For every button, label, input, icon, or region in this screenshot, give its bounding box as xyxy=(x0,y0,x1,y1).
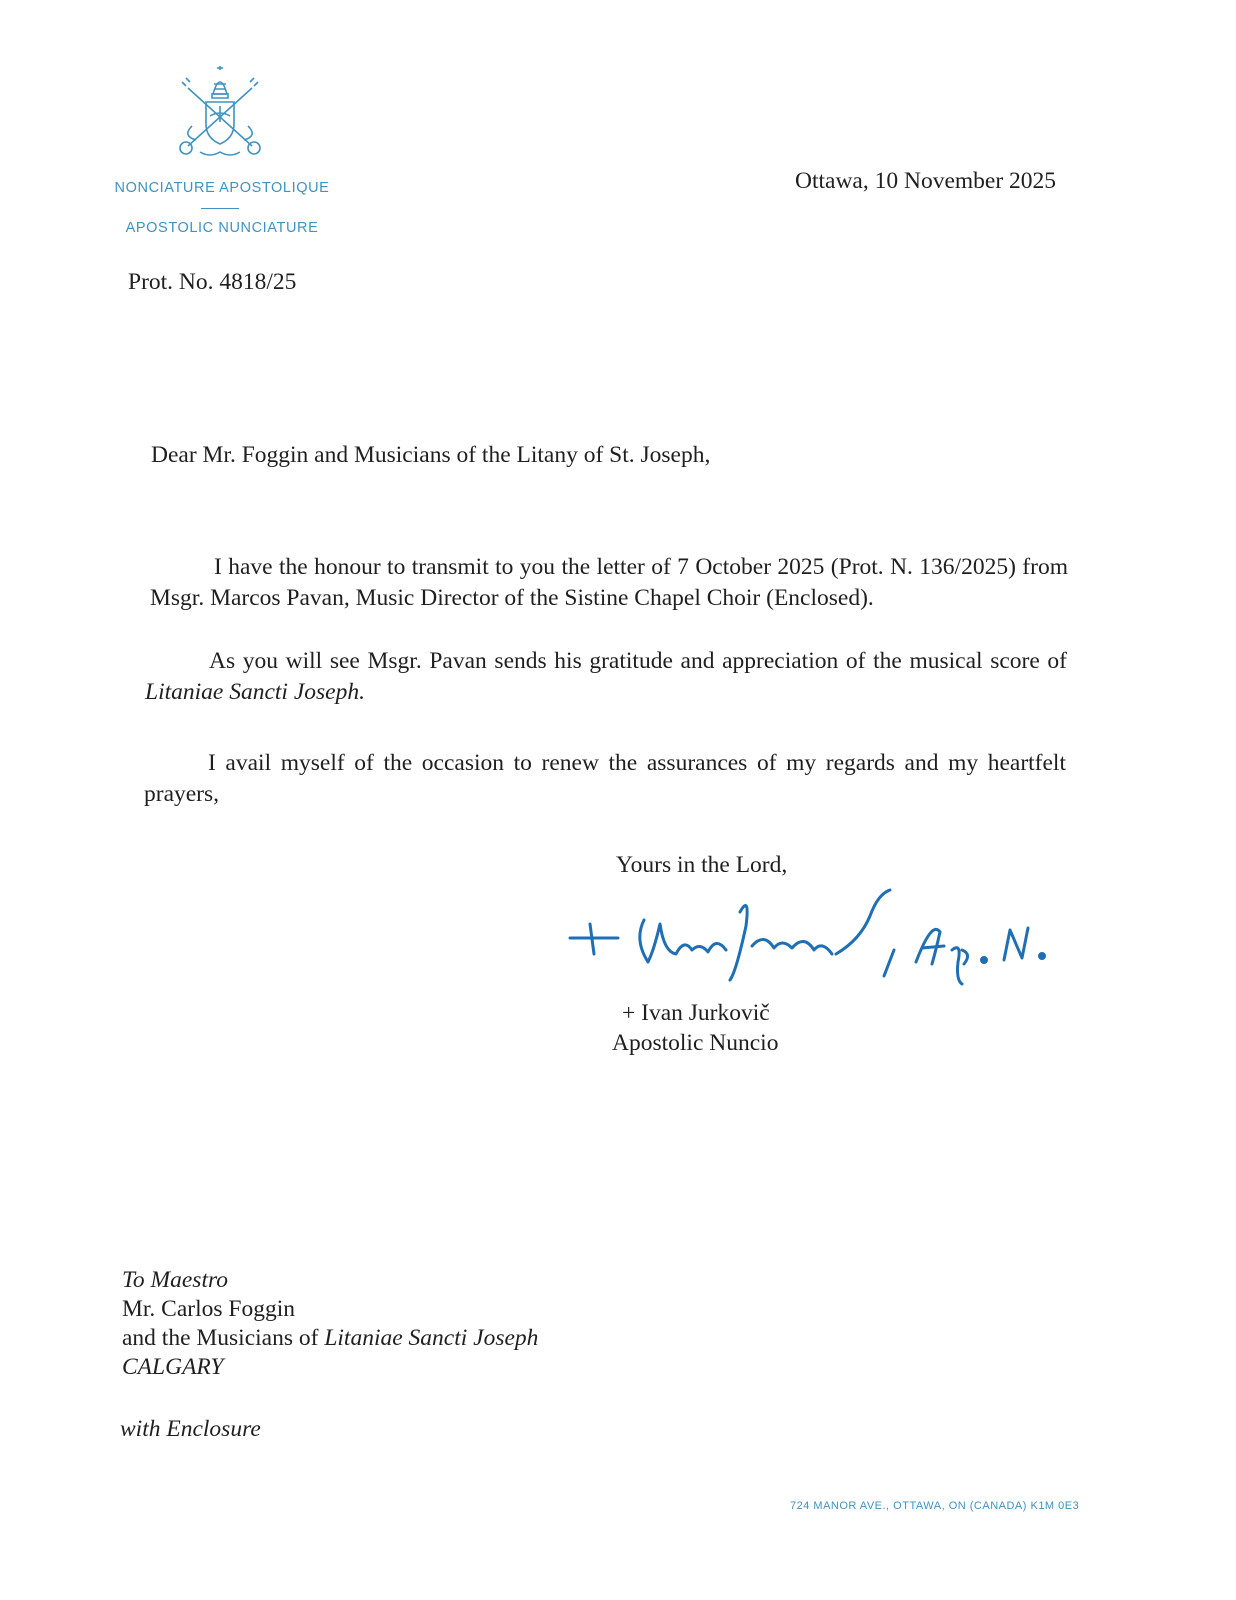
enclosure-note: with Enclosure xyxy=(120,1416,261,1442)
recipient-line-1: To Maestro xyxy=(122,1267,228,1293)
recipient-work-title: Litaniae Sancti Joseph xyxy=(324,1325,539,1351)
recipient-city: CALGARY xyxy=(122,1354,224,1380)
signatory-title: Apostolic Nuncio xyxy=(612,1030,779,1056)
recipient-line-2: Mr. Carlos Foggin xyxy=(122,1296,296,1322)
letter-date: Ottawa, 10 November 2025 xyxy=(795,168,1057,194)
handwritten-signature xyxy=(560,880,1050,990)
recipient-block xyxy=(122,1266,538,1382)
letterhead-name-en: APOSTOLIC NUNCIATURE xyxy=(125,220,319,236)
signatory-name: + Ivan Jurkovič xyxy=(622,1000,770,1026)
footer-address: 724 MANOR AVE., OTTAWA, ON (CANADA) K1M 0E3 xyxy=(790,1500,1080,1512)
paragraph-2 xyxy=(145,646,1067,708)
paragraph-2-text: As you will see Msgr. Pavan sends his gratitude and appreciation of the musical score of xyxy=(209,648,1067,674)
paragraph-3: I avail myself of the occasion to renew the assurances of my regards and my heartfelt prayers, xyxy=(144,750,1066,807)
letterhead-name-fr: NONCIATURE APOSTOLIQUE xyxy=(114,180,330,196)
paragraph-1: I have the honour to transmit to you the letter of 7 October 2025 (Prot. N. 136/2025) from Msgr. Marcos Pavan, Music Director of the Sistine Chapel Choir (Enclosed). xyxy=(150,554,1068,611)
recipient-line-3-text: and the Musicians of xyxy=(122,1325,325,1351)
salutation: Dear Mr. Foggin and Musicians of the Litany of St. Joseph, xyxy=(151,442,711,468)
papal-coat-of-arms-icon xyxy=(170,66,270,166)
valediction: Yours in the Lord, xyxy=(616,852,788,878)
recipient-line-3 xyxy=(122,1324,538,1353)
score-title: Litaniae Sancti Joseph. xyxy=(145,679,365,705)
letterhead-divider xyxy=(201,208,239,209)
protocol-number: Prot. No. 4818/25 xyxy=(128,269,297,295)
